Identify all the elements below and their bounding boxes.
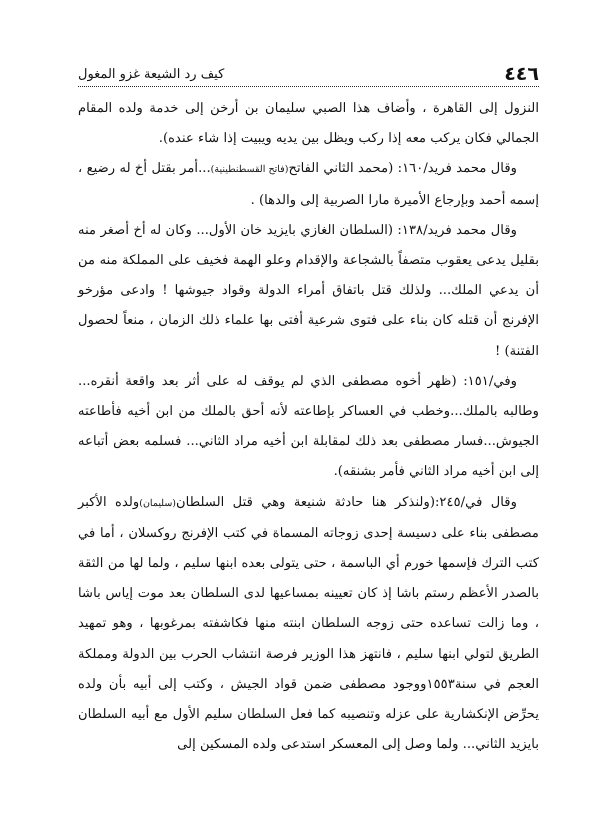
body-text [78,94,539,804]
paragraph-text: ولده الأكبر مصطفى بناء على دسيسة إحدى زوجاته المسماة في كتب الإفرنج روكسلان ، أما في كتب الترك فإسمها خورم أي الباسمة ، حتى يتولى بعده ابنها سليم ، ولما لها من الثقة بالصدر الأعظم رستم باشا إذ كان تعيينه بمساعيها لدى السلطان بعد موت إياس باشا ، وما زالت تساعده حتى زوجه السلطان ابنته منها فكاشفته بمرغوبها ، وهو تمهيد الطريق لتولي ابنها سليم ، فانتهز هذا الوزير فرصة انتشاب الحرب بين الدولة ومملكة العجم في سنة١٥٥٣ووجود مصطفى ضمن قواد الجيش ، وكتب إلى أبيه بأن ولده يحرِّض الإنكشارية على عزله وتنصيبه كما فعل السلطان سليم الأول مع أبيه السلطان بايزيد الثاني... ولما وصل إلى المعسكر استدعى ولده المسكين إلى [78,494,539,753]
inline-note: (سليمان) [139,497,176,509]
inline-note: (فاتح القسطنطينية) [210,164,289,176]
paragraph: النزول إلى القاهرة ، وأضاف هذا الصبي سليمان بن أرخن إلى خدمة ولده المقام الجمالي فكان يركب معه إذا ركب ويظل بين يديه ويبيت إذا شاء عنده). [78,101,539,147]
paragraph-text: ...أمر بقتل أخ له رضيع ، إسمه أحمد وبإرجاع الأميرة مارا الصربية إلى والدها) . [78,161,539,208]
paragraph [78,488,539,761]
page-number: ٤٤٦ [504,63,539,85]
paragraph-text: وقال في/٢٤٥:(ولنذكر هنا حادثة شنيعة وهي قتل السلطان [176,494,517,510]
paragraph-text: وقال محمد فريد/١٦٠: (محمد الثاني الفاتح [288,161,517,177]
page-header [78,60,539,87]
running-title: كيف رد الشيعة غزو المغول [78,67,225,82]
paragraph [78,154,539,215]
paragraph: وفي/١٥١: (ظهر أخوه مصطفى الذي لم يوقف له على أثر بعد واقعة أنقره... وطالبه بالملك...وخطب في العساكر بإطاعته لأنه أحق بالملك من ابن أخيه فأطاعته الجيوش...فسار مصطفى بعد ذلك لمقابلة ابن أخيه مراد الثاني... فسلمه بعض أتباعه إلى ابن أخيه مراد الثاني فأمر بشنقه). [78,373,539,480]
paragraph: وقال محمد فريد/١٣٨: (السلطان الغازي بايزيد خان الأول... وكان له أخ أصغر منه بقليل يدعى يعقوب متصفاً بالشجاعة والإقدام وعلو الهمة فخيف على المملكة منه من أن يدعي الملك... ولذلك قتل باتفاق أمراء الدولة وقواد جيوشها ! وادعى مؤرخو الإفرنج أن قتله كان بناء على فتوى شرعية أفتى بها علماء ذلك الزمان ، منعاً لحصول الفتنة) ! [78,222,539,359]
